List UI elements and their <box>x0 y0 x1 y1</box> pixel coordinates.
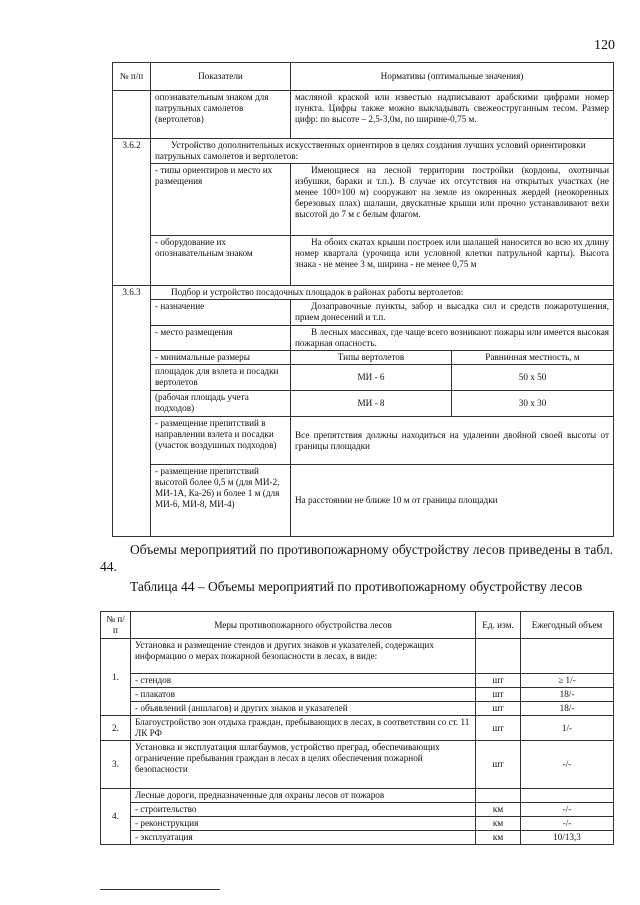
t2-measure: Установка и эксплуатация шлагбаумов, устройство преград, обеспечивающих ограничение пребывания граждан в лесах в целях обеспечения пожарной безопасности <box>131 741 476 789</box>
t2-measure: - реконструкция <box>131 817 476 831</box>
t2-volume <box>521 789 614 803</box>
t1-indicator: - размещение препятствий высотой более 0,5 м (для МИ-2, МИ-1А, Ка-26) и более 1 м (для МИ-6, МИ-8, МИ-4) <box>151 465 291 537</box>
t1-header-num: № п/п <box>113 63 151 91</box>
t2-row-num: 3. <box>101 741 131 789</box>
t1-cell-num <box>113 236 151 286</box>
t1-indicator: - размещение препятствий в направлении взлета и посадки (участок воздушных подходов) <box>151 417 291 465</box>
t2-unit <box>476 789 521 803</box>
t2-header-measures: Меры противопожарного обустройства лесов <box>131 612 476 639</box>
t2-measure: - объявлений (аншлагов) и других знаков и указателей <box>131 702 476 716</box>
t1-indicator: опознавательным знаком для патрульных самолетов (вертолетов) <box>151 91 291 139</box>
t1-cell-num <box>113 391 151 417</box>
t1-helicopter-type: МИ - 8 <box>291 391 452 417</box>
t1-section-num: 3.6.2 <box>113 139 151 164</box>
t2-volume: 18/- <box>521 702 614 716</box>
t2-measure: Благоустройство зон отдыха граждан, пребывающих в лесах, в соответствии со ст. 11 ЛК РФ <box>131 716 476 741</box>
t2-unit: км <box>476 803 521 817</box>
table-44-caption: Таблица 44 – Объемы мероприятий по противопожарному обустройству лесов <box>130 579 583 594</box>
t1-norm: В лесных массивах, где чаще всего возникают пожары или имеется высокая пожарная опасность. <box>291 326 614 351</box>
t2-measure: - эксплуатация <box>131 831 476 845</box>
t2-volume: 1/- <box>521 716 614 741</box>
t2-volume: 10/13,3 <box>521 831 614 845</box>
t2-unit: км <box>476 817 521 831</box>
t2-unit: шт <box>476 688 521 702</box>
t2-measure: - стендов <box>131 674 476 688</box>
t1-indicator: - оборудование их опознавательным знаком <box>151 236 291 286</box>
t2-volume: ≥ 1/- <box>521 674 614 688</box>
t2-measure: Установка и размещение стендов и других знаков и указателей, содержащих информацию о мерах пожарной безопасности в лесах, в виде: <box>131 639 476 674</box>
t1-norm: Все препятствия должны находиться на удалении двойной своей высоты от границы площадки <box>291 417 614 465</box>
t1-section-num: 3.6.3 <box>113 286 151 300</box>
t1-section-title: Подбор и устройство посадочных площадок в районах работы вертолетов: <box>151 286 614 300</box>
t2-volume: -/- <box>521 817 614 831</box>
t1-cell-num <box>113 465 151 537</box>
t1-header-norms: Нормативы (оптимальные значения) <box>291 63 614 91</box>
t1-norm: масляной краской или известью надписывают арабскими цифрами номер пункта. Цифры также можно выкладывать свежеоструганным тесом. Размер цифр: по высоте – 2,5-3,0м, по ширине-0,75 м. <box>291 91 614 139</box>
t1-col-flat-terrain: Равнинная местность, м <box>452 351 614 365</box>
t1-cell-num <box>113 365 151 391</box>
t1-indicator: - назначение <box>151 300 291 326</box>
t2-row-num: 1. <box>101 639 131 716</box>
footnote-separator <box>100 889 220 890</box>
t1-norm: На обоих скатах крыши построек или шалашей наносится во всю их длину номер квартала (урочища или условной клетки патрульной карты). Высота знака - не менее 3 м, ширина - не менее 0,75 м <box>291 236 614 286</box>
t1-cell-num <box>113 417 151 465</box>
t1-indicator: - минимальные размеры <box>151 351 291 365</box>
t1-cell-num <box>113 300 151 326</box>
t2-volume: 18/- <box>521 688 614 702</box>
t2-row-num: 2. <box>101 716 131 741</box>
page-number: 120 <box>594 38 615 53</box>
t1-pad-size: 50 х 50 <box>452 365 614 391</box>
t2-volume <box>521 639 614 674</box>
t2-header-volume: Ежегодный объем <box>521 612 614 639</box>
t1-indicator: (рабочая площадь учета подходов) <box>151 391 291 417</box>
t1-header-indicator: Показатели <box>151 63 291 91</box>
t2-unit: шт <box>476 674 521 688</box>
t1-norm: На расстоянии не ближе 10 м от границы площадки <box>291 465 614 537</box>
t2-volume: -/- <box>521 741 614 789</box>
t2-header-num: № п/п <box>101 612 131 639</box>
t1-section-title: Устройство дополнительных искусственных ориентиров в целях создания лучших условий ориентировки патрульных самолетов и вертолетов: <box>151 139 614 164</box>
t1-norm: Дозаправочные пункты, забор и высадка сил и средств пожаротушения, прием донесений и т.п. <box>291 300 614 326</box>
t1-cell-num <box>113 351 151 365</box>
t1-helicopter-type: МИ - 6 <box>291 365 452 391</box>
t2-volume: -/- <box>521 803 614 817</box>
fire-measures-table <box>100 611 614 845</box>
t2-header-unit: Ед. изм. <box>476 612 521 639</box>
t1-cell-num <box>113 91 151 139</box>
t1-norm: Имеющиеся на лесной территории постройки (кордоны, охотничьи избушки, бараки и т.п.). В случае их отсутствия на открытых участках (не менее 100×100 м) сооружают на земле из окоренных жердей (неокоренных березовых плах) шалаши, двускатные крыши или прочно устанавливают вехи высотой до 7 м с белым флагом. <box>291 164 614 236</box>
t2-row-num: 4. <box>101 789 131 845</box>
t2-measure: - плакатов <box>131 688 476 702</box>
t1-cell-num <box>113 164 151 236</box>
t2-unit: км <box>476 831 521 845</box>
t1-indicator: - место размещения <box>151 326 291 351</box>
t2-measure: - строительство <box>131 803 476 817</box>
t2-unit: шт <box>476 702 521 716</box>
t1-pad-size: 30 х 30 <box>452 391 614 417</box>
t1-indicator: - типы ориентиров и место их размещения <box>151 164 291 236</box>
t2-measure: Лесные дороги, предназначенные для охраны лесов от пожаров <box>131 789 476 803</box>
t2-unit: шт <box>476 716 521 741</box>
t2-unit <box>476 639 521 674</box>
t1-col-helicopter-types: Типы вертолетов <box>291 351 452 365</box>
t1-indicator: площадок для взлета и посадки вертолетов <box>151 365 291 391</box>
helipad-norms-table <box>112 62 614 537</box>
t2-unit: шт <box>476 741 521 789</box>
paragraph-reference: Объемы мероприятий по противопожарному обустройству лесов приведены в табл. 44. <box>100 542 613 574</box>
t1-cell-num <box>113 326 151 351</box>
